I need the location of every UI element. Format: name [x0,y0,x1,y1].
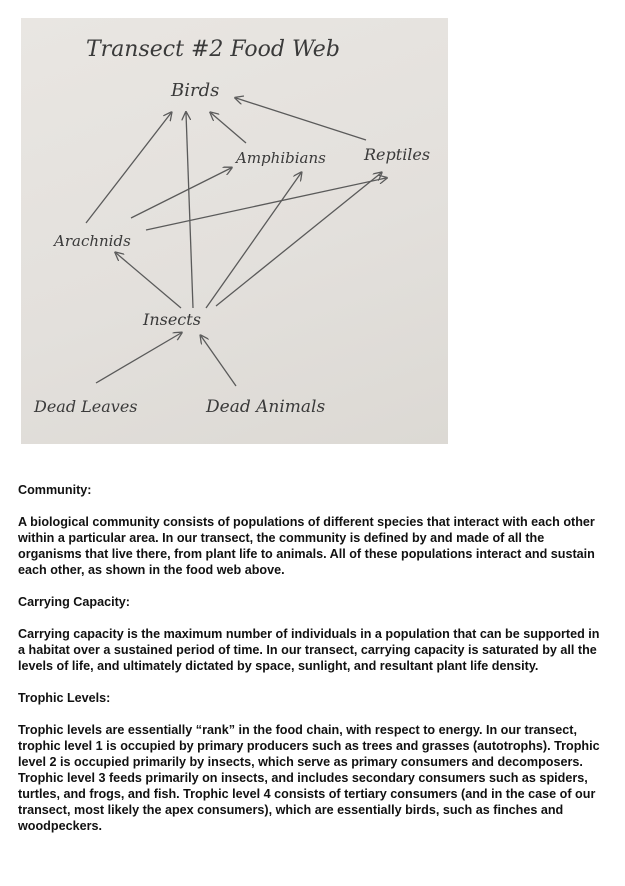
node-reptiles: Reptiles [364,145,431,164]
arrow-deadleaves-insects [96,333,181,383]
node-dead-animals: Dead Animals [206,397,326,417]
section-paragraph: Carrying capacity is the maximum number of individuals in a population that can be supported in a habitat over a sustained period of time. In our transect, carrying capacity is saturated by all the levels of life, and ultimately dictated by space, sunlight, and resultant plant life density. [18,627,600,673]
arrow-arachnids-birds [86,113,171,223]
section-paragraph: Trophic levels are essentially “rank” in the food chain, with respect to energy. In our transect, trophic level 1 is occupied by primary producers such as trees and grasses (autotrophs). Trophic level 2 is occupied primarily by insects, which serve as primary consumers and decomposers. Trophic level 3 feeds primarily on insects, and includes secondary consumers such as spiders, turtles, and frogs, and fish. Trophic level 4 consists of tertiary consumers (and in the case of our transect, most likely the apex consumers), which are essentially birds, such as finches and woodpeckers. [18,723,600,833]
node-arachnids: Arachnids [54,232,131,250]
section-carrying-capacity [18,594,608,674]
section-heading: Community: [18,483,92,497]
arrow-arachnids-amphibians [131,168,231,218]
arrow-amphibians-birds [211,113,246,143]
node-birds: Birds [171,80,220,101]
node-amphibians: Amphibians [236,149,326,167]
food-web-arrows [86,98,386,386]
section-trophic-levels [18,690,608,834]
arrow-insects-amphibians [206,173,301,308]
node-dead-leaves: Dead Leaves [34,397,138,416]
arrow-insects-arachnids [116,253,181,308]
document-body [18,482,608,850]
section-community [18,482,608,578]
arrow-insects-reptiles [216,173,381,306]
arrow-insects-birds [186,113,193,308]
diagram-title: Transect #2 Food Web [86,37,340,62]
node-insects: Insects [143,310,201,329]
arrow-reptiles-birds [236,98,366,140]
food-web-diagram [21,18,448,444]
arrow-deadanimals-insects [201,336,236,386]
section-heading: Carrying Capacity: [18,595,130,609]
section-paragraph: A biological community consists of populations of different species that interact with each other within a particular area. In our transect, the community is defined by and made of all the organisms that live there, from plant life to animals. All of these populations interact and sustain each other, as shown in the food web above. [18,515,595,577]
food-web-photo [21,18,448,444]
section-heading: Trophic Levels: [18,691,111,705]
